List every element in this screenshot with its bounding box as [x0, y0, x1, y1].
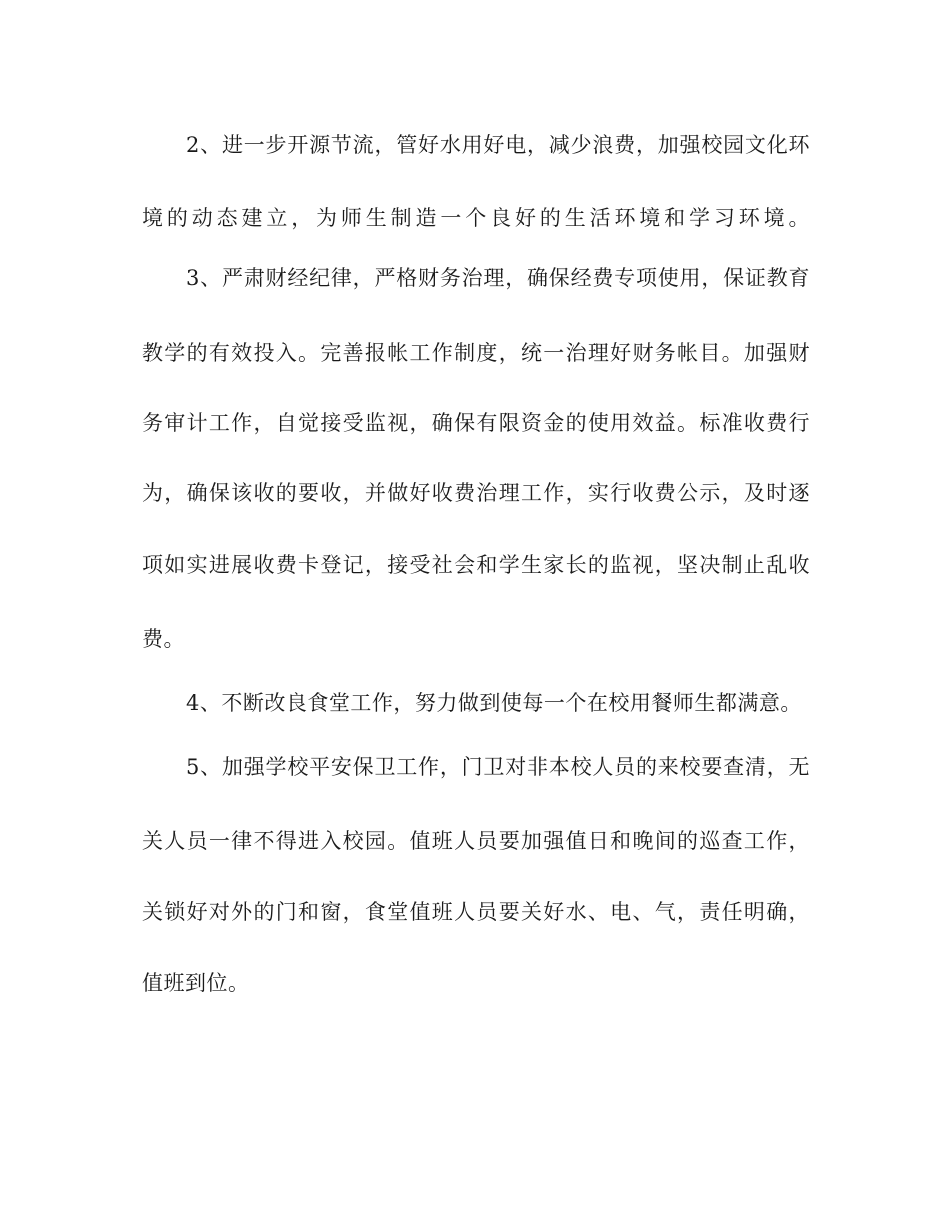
paragraph-3-line-1: 3、严肃财经纪律，严格财务治理，确保经费专项使用，保证教育	[186, 266, 810, 290]
paragraph-3-line-2: 教学的有效投入。完善报帐工作制度，统一治理好财务帐目。加强财	[142, 341, 810, 365]
paragraph-5-line-1: 5、加强学校平安保卫工作，门卫对非本校人员的来校要查清，无	[186, 755, 810, 779]
paragraph-3-line-4: 为，确保该收的要收，并做好收费治理工作，实行收费公示，及时逐	[142, 481, 810, 505]
paragraph-5-line-4: 值班到位。	[142, 971, 250, 995]
paragraph-2-line-2: 境的动态建立，为师生制造一个良好的生活环境和学习环境。	[142, 206, 810, 230]
paragraph-3-line-5: 项如实进展收费卡登记，接受社会和学生家长的监视，坚决制止乱收	[142, 553, 810, 577]
paragraph-2-line-1: 2、进一步开源节流，管好水用好电，减少浪费，加强校园文化环	[186, 133, 810, 157]
paragraph-3-line-6: 费。	[142, 627, 185, 651]
paragraph-5-line-3: 关锁好对外的门和窗，食堂值班人员要关好水、电、气，责任明确，	[142, 900, 810, 924]
paragraph-4-line-1: 4、不断改良食堂工作，努力做到使每一个在校用餐师生都满意。	[186, 691, 802, 715]
paragraph-5-line-2: 关人员一律不得进入校园。值班人员要加强值日和晚间的巡查工作，	[142, 829, 810, 853]
paragraph-3-line-3: 务审计工作，自觉接受监视，确保有限资金的使用效益。标准收费行	[142, 411, 810, 435]
